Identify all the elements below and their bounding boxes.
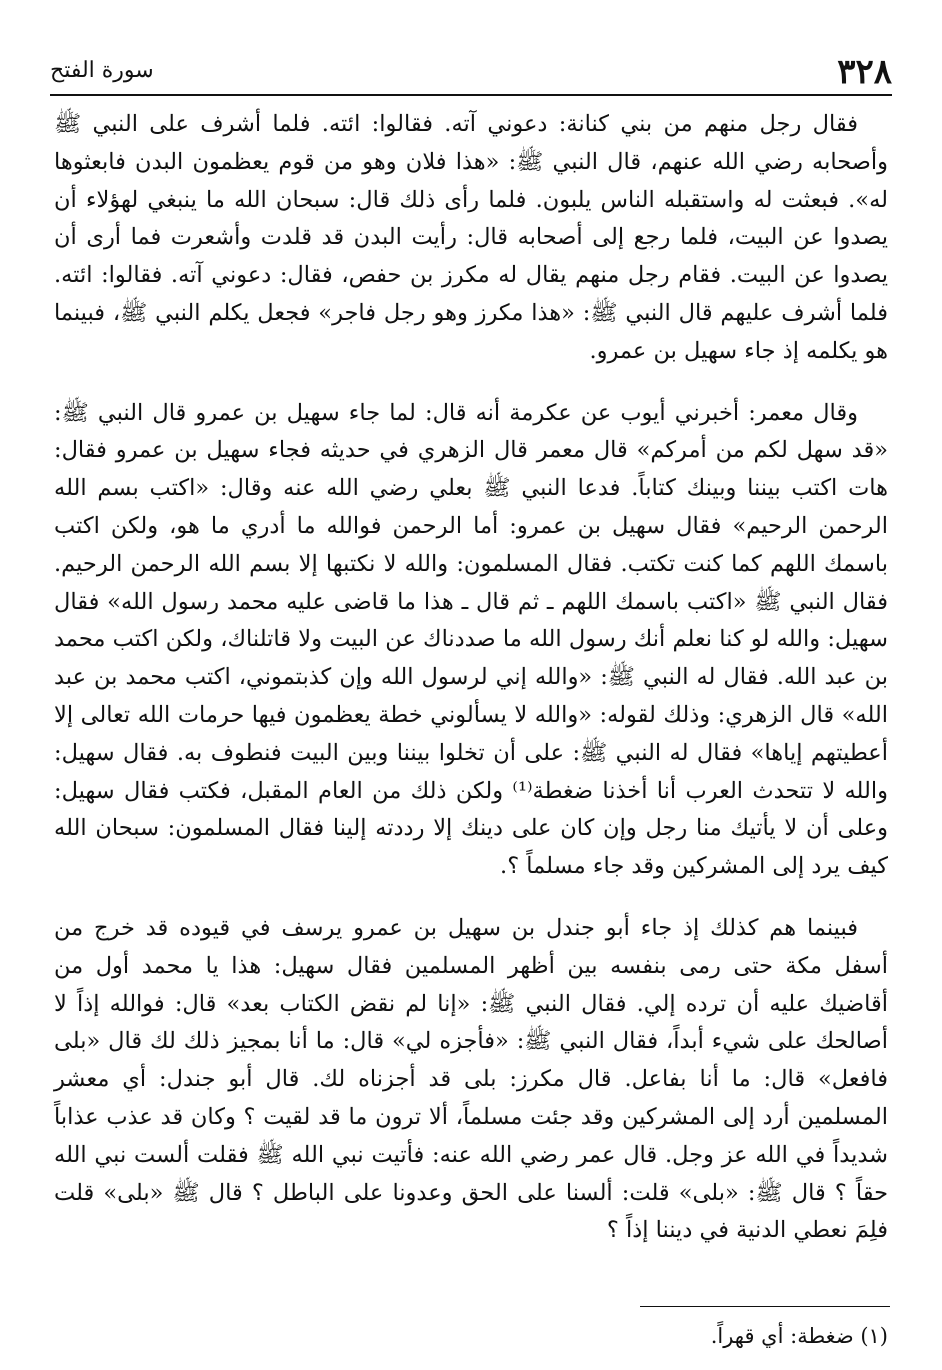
page-header	[50, 48, 892, 96]
surah-title: سورة الفتح	[50, 58, 154, 83]
page-body	[54, 106, 888, 1250]
paragraph: فقال رجل منهم من بني كنانة: دعوني آته. فقالوا: ائته. فلما أشرف على النبي ﷺ وأصحابه رضي الله عنهم، قال النبي ﷺ: «هذا فلان وهو من قوم يعظمون البدن فابعثوها له». فبعثت له واستقبله الناس يلبون. فلما رأى ذلك قال: سبحان الله ما ينبغي لهؤلاء أن يصدوا عن البيت، فلما رجع إلى أصحابه قال: رأيت البدن قد قلدت وأشعرت فما أرى أن يصدوا عن البيت. فقام رجل منهم يقال له مكرز بن حفص، فقال: دعوني آته. فقالوا: ائته. فلما أشرف عليهم قال النبي ﷺ: «هذا مكرز وهو رجل فاجر» فجعل يكلم النبي ﷺ، فبينما هو يكلمه إذ جاء سهيل بن عمرو.	[54, 111, 888, 364]
footnote-divider	[640, 1306, 890, 1307]
paragraph: وقال معمر: أخبرني أيوب عن عكرمة أنه قال: لما جاء سهيل بن عمرو قال النبي ﷺ: «قد سهل لكم من أمركم» قال معمر قال الزهري في حديثه فجاء سهيل بن عمرو فقال: هات اكتب بيننا وبينك كتاباً. فدعا النبي ﷺ بعلي رضي الله عنه وقال: «اكتب بسم الله الرحمن الرحيم» فقال سهيل بن عمرو: أما الرحمن فوالله ما أدري ما هو، ولكن اكتب باسمك اللهم كما كنت تكتب. فقال المسلمون: والله لا نكتبها إلا بسم الله الرحمن الرحيم. فقال النبي ﷺ «اكتب باسمك اللهم ـ ثم قال ـ هذا ما قاضى عليه محمد رسول الله» فقال سهيل: والله لو كنا نعلم أنك رسول الله ما صددناك عن البيت ولا قاتلناك، ولكن اكتب محمد بن عبد الله. فقال له النبي ﷺ: «والله إني لرسول الله وإن كذبتموني، اكتب محمد بن عبد الله» قال الزهري: وذلك لقوله: «والله لا يسألوني خطة يعظمون فيها حرمات الله تعالى إلا أعطيتهم إياها» فقال له النبي ﷺ: على أن تخلوا بيننا وبين البيت فنطوف به. فقال سهيل: والله لا تتحدث العرب أنا أخذنا ضغطة⁽¹⁾ ولكن ذلك من العام المقبل، فكتب فقال سهيل: وعلى أن لا يأتيك منا رجل وإن كان على دينك إلا رددته إلينا فقال المسلمون: سبحان الله كيف يرد إلى المشركين وقد جاء مسلماً ؟.	[54, 399, 888, 880]
page-number: ٣٢٨	[837, 52, 892, 92]
paragraph: فبينما هم كذلك إذ جاء أبو جندل بن سهيل بن عمرو يرسف في قيوده قد خرج من أسفل مكة حتى رمى بنفسه بين أظهر المسلمين فقال سهيل: هذا يا محمد أول من أقاضيك عليه أن ترده إلي. فقال النبي ﷺ: «إنا لم نقض الكتاب بعد» قال: فوالله إذاً لا أصالحك على شيء أبداً، فقال النبي ﷺ: «فأجزه لي» قال: ما أنا بمجيز ذلك لك قال «بلى فافعل» قال: ما أنا بفاعل. قال مكرز: بلى قد أجزناه لك. قال أبو جندل: أي معشر المسلمين أرد إلى المشركين وقد جئت مسلماً، ألا ترون ما قد لقيت ؟ وكان قد عذب عذاباً شديداً في الله عز وجل. قال عمر رضي الله عنه: فأتيت نبي الله ﷺ فقلت ألست نبي الله حقاً ؟ قال ﷺ: «بلى» قلت: ألسنا على الحق وعدونا على الباطل ؟ قال ﷺ «بلى» قلت فلِمَ نعطي الدنية في ديننا إذاً ؟	[54, 914, 888, 1244]
footnote: (١) ضغطة: أي قهراً.	[710, 1324, 888, 1348]
